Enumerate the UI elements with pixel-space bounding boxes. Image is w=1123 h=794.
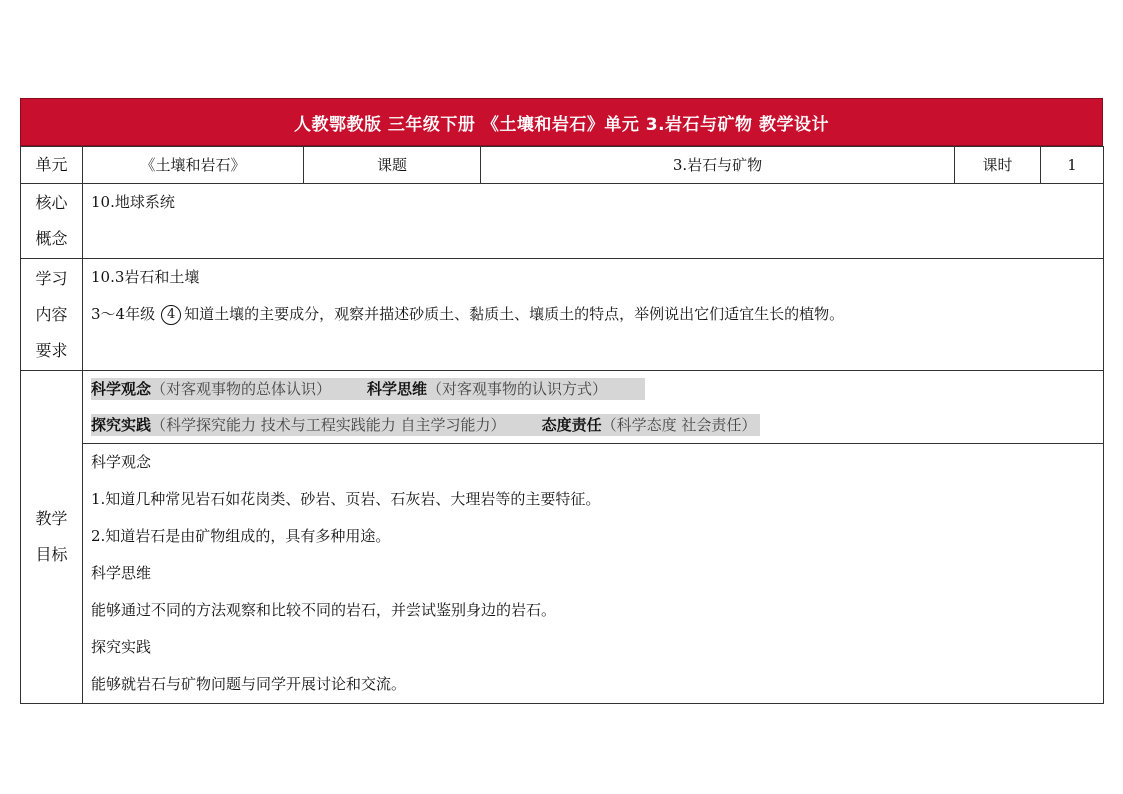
dimension-highlight-2	[91, 414, 760, 436]
core-concept-row	[21, 184, 1104, 259]
dimensions-line1	[91, 371, 1103, 407]
dimension-practice-note: （科学探究能力 技术与工程实践能力 自主学习能力）	[151, 416, 506, 434]
learning-req-line1: 10.3岩石和土壤	[91, 268, 200, 286]
concept-heading: 科学观念	[91, 453, 152, 471]
grade-range: 3～4年级	[91, 305, 156, 323]
practice-heading: 探究实践	[91, 638, 152, 656]
thinking-item: 能够通过不同的方法观察和比较不同的岩石，并尝试鉴别身边的岩石。	[91, 601, 557, 619]
dimension-thinking-note: （对客观事物的认识方式）	[427, 380, 608, 398]
core-concept-label-line2: 概念	[35, 229, 68, 248]
concept-item-2: 2.知道岩石是由矿物组成的，具有多种用途。	[91, 527, 391, 545]
learning-requirements-label	[21, 261, 82, 369]
teaching-goals-content-row	[21, 444, 1104, 704]
dimension-highlight-1	[91, 378, 645, 400]
dimension-practice-name: 探究实践	[91, 416, 152, 434]
dimension-concept-note: （对客观事物的总体认识）	[151, 380, 332, 398]
topic-value: 3.岩石与矿物	[481, 147, 955, 184]
learning-req-text: 知道土壤的主要成分，观察并描述砂质土、黏质土、壤质土的特点，举例说出它们适宜生长的植物。	[184, 305, 845, 323]
learning-req-label-line1: 学习	[35, 268, 68, 288]
learning-req-label-line2: 内容	[35, 304, 68, 324]
learning-req-label-line3: 要求	[35, 340, 68, 360]
unit-value: 《土壤和岩石》	[83, 147, 304, 184]
unit-label: 单元	[21, 147, 83, 184]
dimension-attitude-name: 态度责任	[541, 416, 602, 434]
topic-label: 课题	[304, 147, 481, 184]
core-concept-value: 10.地球系统	[91, 193, 175, 211]
period-label: 课时	[955, 147, 1041, 184]
concept-item-1: 1.知道几种常见岩石如花岗类、砂岩、页岩、石灰岩、大理岩等的主要特征。	[91, 490, 601, 508]
practice-item: 能够就岩石与矿物问题与同学开展讨论和交流。	[91, 675, 407, 693]
lesson-plan-table	[20, 146, 1104, 704]
lesson-plan-document	[20, 98, 1103, 704]
dimension-attitude-note: （科学态度 社会责任）	[601, 416, 757, 434]
teaching-goals-label-line1: 教学	[35, 509, 68, 528]
teaching-goals-label-line2: 目标	[35, 545, 68, 564]
learning-req-line2	[91, 296, 1103, 333]
thinking-heading: 科学思维	[91, 564, 152, 582]
document-title: 人教鄂教版 三年级下册 《土壤和岩石》单元 3.岩石与矿物 教学设计	[20, 98, 1103, 146]
period-value: 1	[1041, 147, 1104, 184]
core-concept-label	[21, 185, 82, 257]
dimension-thinking-name: 科学思维	[367, 380, 428, 398]
learning-requirements-row	[21, 259, 1104, 371]
teaching-goals-label	[21, 501, 82, 573]
circled-number-marker: 4	[161, 305, 181, 325]
header-row	[21, 147, 1104, 184]
dimension-concept-name: 科学观念	[91, 380, 152, 398]
core-concept-label-line1: 核心	[35, 193, 68, 212]
teaching-goals-dimensions-row	[21, 371, 1104, 444]
dimensions-line2	[91, 407, 1103, 443]
